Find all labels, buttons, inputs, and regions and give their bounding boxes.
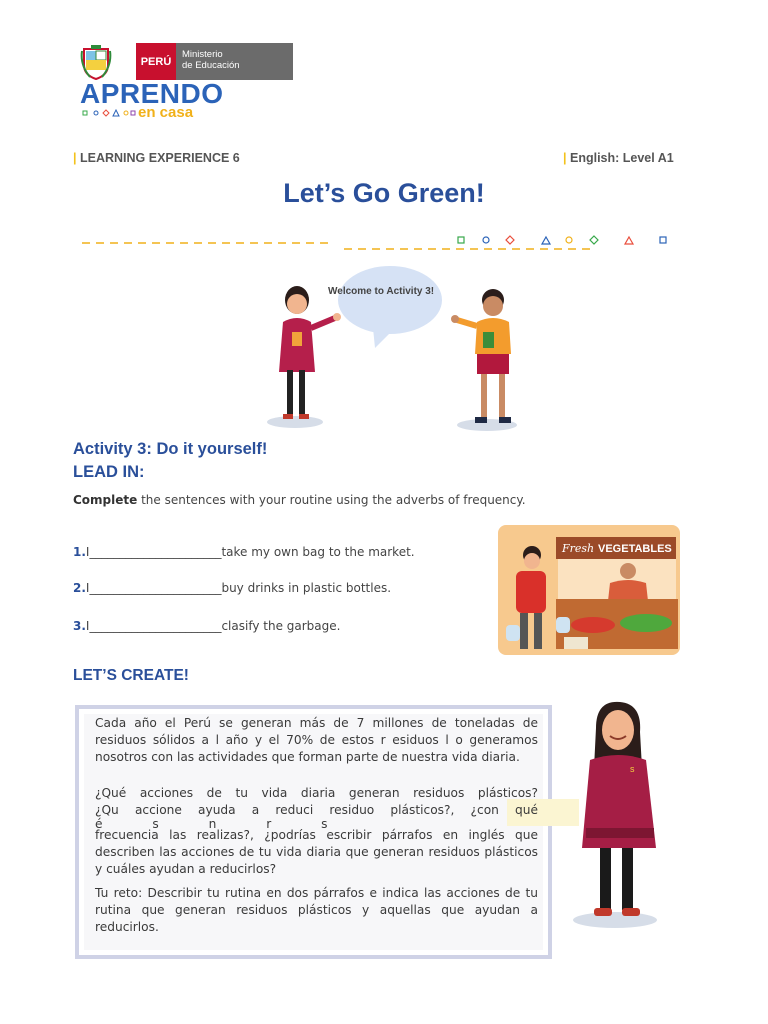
sentence-text: I______________________take my own bag to the market. xyxy=(85,545,415,559)
level-text: English: Level A1 xyxy=(569,151,674,165)
sentence-item xyxy=(73,581,391,595)
brand-name: APRENDO xyxy=(80,78,224,109)
experience-text: LEARNING EXPERIENCE 6 xyxy=(79,151,240,165)
reading-question-2: ¿Qu accione ayuda a reduci residuo plásticos?, ¿con qué xyxy=(95,803,538,817)
reading-paragraph-3: frecuencia las realizas?, ¿podrías escribir párrafos en inglés que describen las acciones de tu vida diaria que generan residuos plásticos y cuáles ayudan a reducirlos? xyxy=(95,828,538,876)
market-illustration xyxy=(498,525,680,655)
sign-script-text: Fresh xyxy=(562,542,595,555)
instruction-text xyxy=(73,493,526,507)
reading-question-2-fragment: é s n r s xyxy=(95,817,328,831)
ministry-line-1: Ministerio xyxy=(182,49,223,60)
reading-paragraph-4: Tu reto: Describir tu rutina en dos párrafos e indica las acciones de tu rutina que generan residuos plásticos y aquellas que ayudan a reducirlos. xyxy=(95,886,538,934)
instruction-verb: Complete xyxy=(73,493,138,507)
sign-word-text: VEGETABLES xyxy=(598,543,672,555)
accent-bar: | xyxy=(563,151,567,165)
ministry-line-2: de Educación xyxy=(182,60,240,71)
girl-standing-illustration xyxy=(560,698,670,930)
sentence-number: 1. xyxy=(73,545,86,559)
sentence-text: I______________________clasify the garbage. xyxy=(85,619,341,633)
page-title: Let’s Go Green! xyxy=(283,178,485,208)
sentence-item xyxy=(73,545,415,559)
sentence-number: 3. xyxy=(73,619,86,633)
girl-figure-icon xyxy=(267,286,341,428)
instruction-rest: the sentences with your routine using the adverbs of frequency. xyxy=(137,493,526,507)
sentence-number: 2. xyxy=(73,581,86,595)
reading-paragraph-1: Cada año el Perú se generan más de 7 millones de toneladas de residuos sólidos a l año y el 70% de estos r esiduos l o generamos nosotros con las actividades que forman parte de nuestra vida diaria. xyxy=(95,716,538,764)
boy-figure-icon xyxy=(451,289,517,431)
reading-question-1: ¿Qué acciones de tu vida diaria generan residuos plásticos? xyxy=(95,786,538,800)
experience-label xyxy=(73,151,240,165)
logo-shapes-icon xyxy=(82,109,136,117)
activity-title: Activity 3: Do it yourself! xyxy=(73,440,268,458)
lead-in-heading: LEAD IN: xyxy=(73,463,145,481)
accent-bar: | xyxy=(73,151,77,165)
sentence-item xyxy=(73,619,340,633)
peru-label: PERÚ xyxy=(136,43,176,80)
brand-subtitle: en casa xyxy=(138,104,194,121)
level-label xyxy=(563,151,674,165)
reading-paragraph-2 xyxy=(95,785,538,829)
speech-bubble-text: Welcome to Activity 3! xyxy=(328,286,435,297)
decorative-divider xyxy=(80,232,680,252)
ministry-label xyxy=(176,43,293,80)
svg-text:s: s xyxy=(630,764,635,774)
sentence-text: I______________________buy drinks in plastic bottles. xyxy=(85,581,392,595)
peru-coat-of-arms-icon xyxy=(80,45,112,81)
create-heading: LET’S CREATE! xyxy=(73,667,189,684)
speech-bubble-icon xyxy=(338,266,442,348)
